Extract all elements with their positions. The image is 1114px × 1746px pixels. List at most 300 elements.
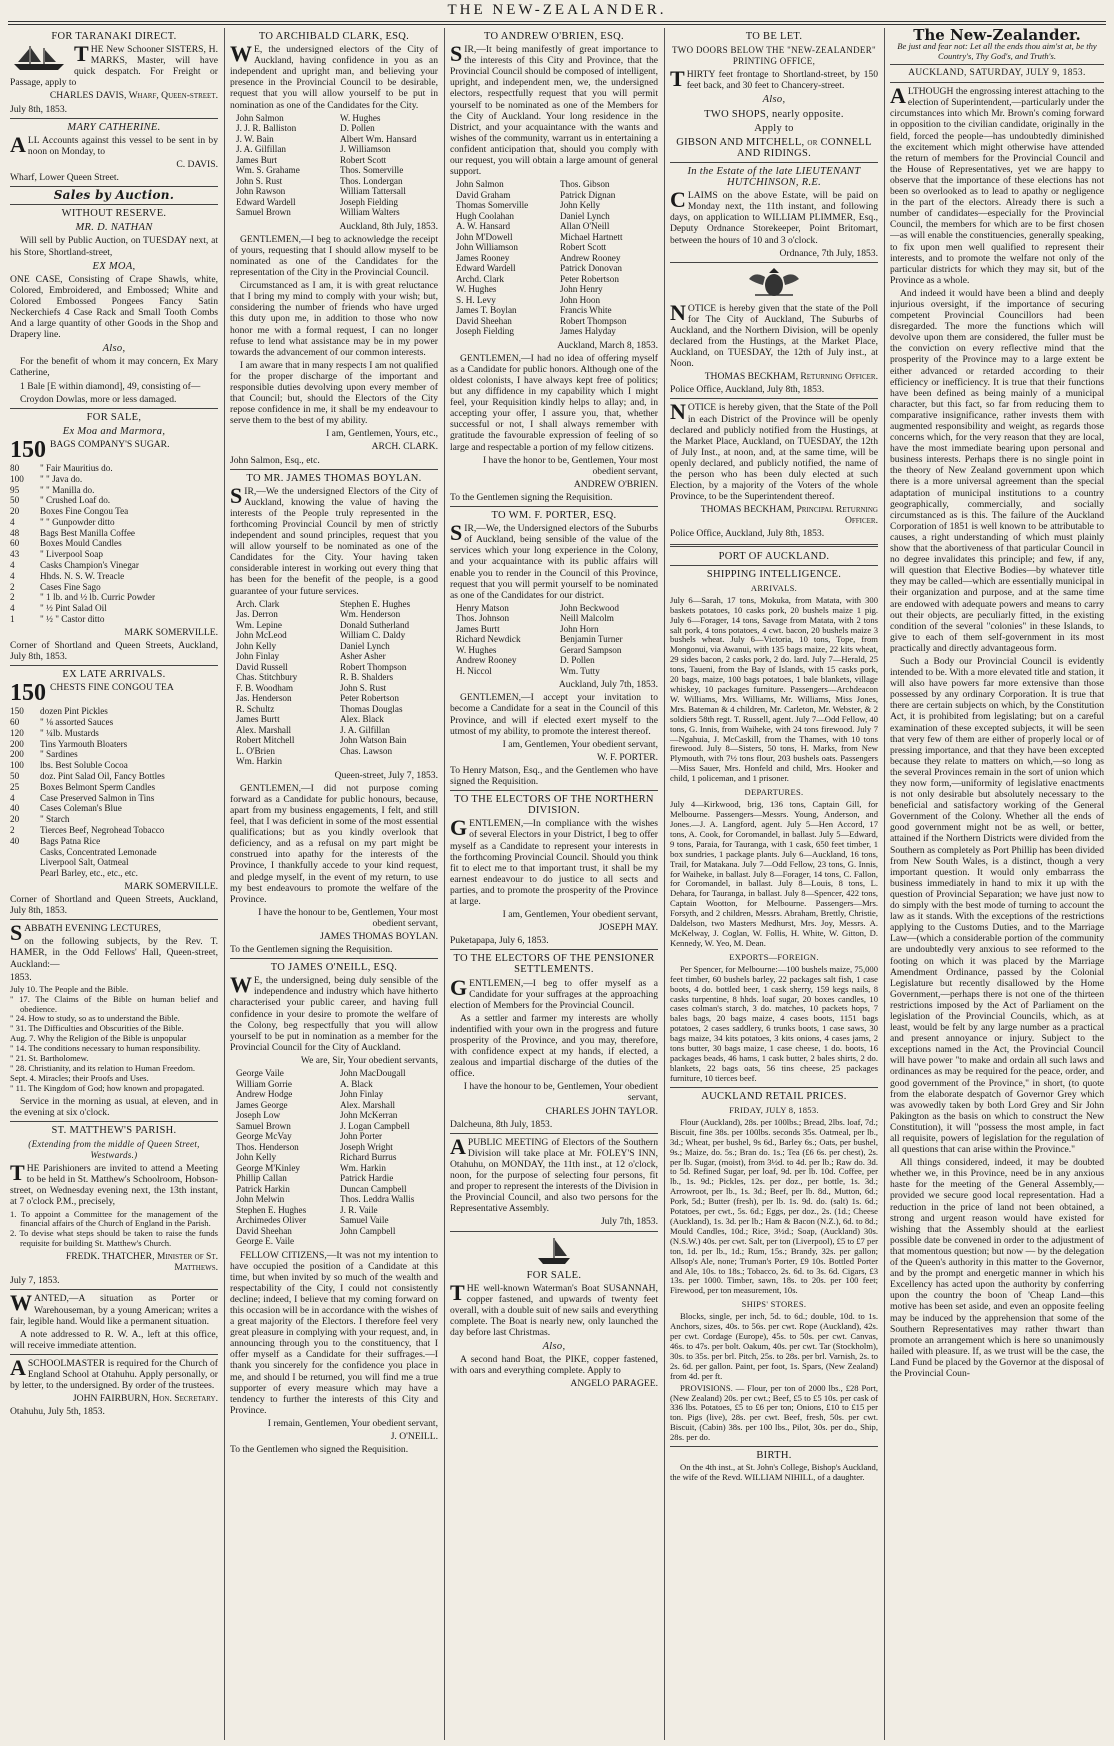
- item-description: Cases Fine Sago: [40, 581, 101, 592]
- signatory-name: [340, 1236, 438, 1247]
- oneill-signature: J. O'NEILL.: [390, 1431, 438, 1442]
- late-arrivals-heading: EX LATE ARRIVALS.: [62, 669, 166, 681]
- divider: [450, 790, 658, 791]
- item-description: Bags Patna Rice: [40, 835, 101, 846]
- signatory-name: Peter Robertson: [560, 273, 619, 284]
- signatory-name: Thos. Londergan: [340, 175, 403, 186]
- item-description: " Crushed Loaf do.: [40, 495, 111, 506]
- list-item: 1. To appoint a Committee for the management of the financial affairs of the Church of England in the Parish.: [10, 1208, 218, 1229]
- let-signature: GIBSON AND MITCHELL, or CONNELL AND RIDINGS.: [676, 136, 872, 159]
- signatory-name: Thos. Leddra Wallis: [340, 1194, 415, 1204]
- nathan-body: Will sell by Public Auction, on TUESDAY next, at his Store, Shortland-street,: [10, 235, 218, 258]
- item-quantity: 40: [10, 835, 20, 846]
- editorial-paragraph-2: And indeed it would have been a blind and deeply injurious oversight, if the importance of securing competent Provincial Councillors had been disregarded. The more the functions which will devolve upon them are considered, the fuller must be the conviction on every reflective mind that the prosperity of the Province may to a large extent be either advanced or retarded according to their efficiency or inefficiency. It is true that their functions have been defined as being mainly of a municipal character, but this fact, so far from reducing them to comparative insignificance, rather invests them with augmented responsibility and weight, as regards those concerns which, for the very reason that they are local, have the most immediate bearing upon personal and business interests. Perhaps there is no single point in the theory of New Zealand government upon which there is a more universal agreement than the special adaptation of municipal institutions to a country geographically, commercially, and socially circumstanced as is this. The failure of the Auckland Corporation of 1851 is well known to be attributable to causes, a right understanding of which must plainly show that the abortiveness of that particular Council in no degree invalidates this principle; and few, if any, will question that Elective Bodies—by whatever title they may be called—which are essentially municipal in their organization and purpose, and at the same time are endowed with adequate powers and means to carry out their objects, are peculiarly fitted, in the existing condition of the several "colonies" in these Islands, to give to each of them self-government in its most practically and directly advantageous form.: [890, 287, 1104, 654]
- porter-heading: TO WM. F. PORTER, ESQ.: [491, 510, 617, 522]
- column-divider: [444, 28, 445, 1740]
- matthew-subheading: (Extending from the middle of Queen Street, Westwards.): [28, 1138, 200, 1161]
- matthew-date: July 7, 1853.: [10, 1275, 60, 1287]
- signatory-name: John Finlay: [340, 1089, 384, 1099]
- taranaki-heading: FOR TARANAKI DIRECT.: [51, 31, 177, 42]
- signatory-name: Joseph Wright: [340, 1141, 393, 1152]
- list-item: [10, 793, 218, 804]
- item-description: " 1 lb. and ½ lb. Curric Powder: [40, 592, 156, 603]
- signatory-name: Jas. Henderson: [236, 693, 292, 704]
- item-quantity: 40: [10, 803, 20, 814]
- divider: [670, 565, 878, 566]
- divider: [10, 204, 218, 205]
- signatory-name: S. H. Levy: [456, 294, 496, 305]
- school-date: Otahuhu, July 5th, 1853.: [10, 1406, 105, 1418]
- signatory-name: Samuel Brown: [236, 1120, 291, 1131]
- meeting-date: July 7th, 1853.: [600, 1216, 658, 1228]
- departures-text: July 4—Kirkwood, brig, 136 tons, Captain Gill, for Melbourne. Passengers—Messrs. Young, Anderson, and Jones.—J. A. Langford, agent. July 5—Hen Accord, 17 tons, A. Cook, for Coromandel, in ballast. July 5—Edward, 9 tons, Paraia, for Tauranga, with 1 cask, 650 feet timber, 1 box sundries, 1 package plants. July 6—Auckland, 16 tons, Trail, for Matakana. July 7—Odd Fellow, 23 tons, G. Innis, for Waiheke, in ballast. July 8—Forager, 14 tons, C. Fallon, for Coromandel, in ballast. July 8—Louis, 8 tons, L. Dehara, for Tauranga, in ballast. July 8—Spencer, 422 tons, Captain Wootton, for Melbourne. Passengers—Mrs. Forsyth, and 2 children, Messrs. Abraham, Brettly, Christie, Daldelson, two Masters Medhurst, Mrs. Joy, Messrs. A. McKelway, J. Coglan, W. Follis, H. White, W. Gitton, D. Kennedy, W. Yeo, M. Dean.: [670, 799, 878, 948]
- list-item: " 28. Christianity, and its relation to Human Freedom.: [10, 1062, 196, 1073]
- item-description: Case Preserved Salmon in Tins: [40, 792, 155, 803]
- signatory-name: Archd. Clark: [456, 273, 504, 284]
- boylan-date: Queen-street, July 7, 1853.: [334, 769, 438, 781]
- notice-poll-province: NOTICE is hereby given, that the State of the Poll in each District of the Province will be openly declared and publicly notified from the Hustings, at the Market Place, Auckland, on TUESDAY, the 12th of July Inst., at noon, and, at the same time, will be openly declared, and publicly notified, the name of the person who has been duly elected at such Election, by a majority of the Voters of the whole Province, to be the Superintendent thereof.: [670, 399, 878, 503]
- list-item: " 31. The Difficulties and Obscurities of the Bible.: [10, 1023, 184, 1034]
- tea-number: 150: [10, 682, 46, 705]
- item-quantity: 200: [10, 738, 24, 749]
- signatory-name: Henry Matson: [456, 602, 509, 613]
- paper-title: The New-Zealander.: [913, 28, 1081, 44]
- editorial-paragraph-4: All things considered, indeed, it may be doubted whether we, in this Province, need be in any anxious haste for the meeting of the General Assembly,—provided we secure good local representation. Had a reduction in the price of land not been obtained, a strong and urgent reason would have existed for wishing that the Assembly should at the earliest possible date be convened in order to the adjustment of that momentous question; but now — by the delegation of the Queen's authority in this matter to the Governor, and by the prompt and energetic manner in which his Excellency has acted upon the authority by conferring upon the country the boon of 'Cheap Land—this motive has been set aside, and even an opposite feeling may be induced by the apprehension that some of the Southern Representatives may rather thwart than promote an arrangement which is here so unanimously hailed with pleasure. If, as we trust will be the case, the Land Fund be placed by the Governor at the disposal of the Provincial Coun-: [890, 1157, 1104, 1379]
- signatory-name: R. Schultz: [236, 703, 275, 714]
- divider: [10, 118, 218, 119]
- item-quantity: 50: [10, 771, 20, 782]
- signatory-name: Allan O'Neill: [560, 221, 610, 232]
- boylan-close: I have the honour to be, Gentlemen, Your most obedient servant,: [258, 906, 438, 929]
- royal-arms-icon: [743, 267, 805, 299]
- item-description: " ¼lb. Mustards: [40, 727, 99, 738]
- item-quantity: 20: [10, 506, 20, 517]
- signatory-name: Wm. Tutty: [560, 665, 600, 676]
- list-item: " 11. The Kingdom of God; how known and propagated.: [10, 1082, 205, 1093]
- signatory-name: Thomas Douglas: [340, 703, 403, 714]
- divider: [10, 665, 218, 666]
- sugar-heading: BAGS COMPANY'S SUGAR.: [50, 438, 170, 450]
- list-item: [10, 749, 218, 760]
- signatory-name: Joseph Fielding: [456, 326, 514, 337]
- signatory-name: Andrew Hodge: [236, 1089, 293, 1099]
- wanted-note: A note addressed to R. W. A., left at this office, will receive immediate attention.: [10, 1328, 218, 1351]
- prices-date: FRIDAY, JULY 8, 1853.: [729, 1104, 819, 1115]
- signatory-name: Richard Newdick: [456, 634, 521, 645]
- signatory-name: Jas. Derron: [236, 609, 278, 620]
- northern-body: GENTLEMEN,—In compliance with the wishes of several Electors in your District, I beg to offer myself as a Candidate to represent your interests in the forthcoming Provincial Council. Should you think fit to elect me to that important trust, it shall be my earnest endeavour to do justice to all sects and parties, and to promote the prosperity of the Province at large.: [450, 815, 658, 907]
- column-4: [670, 28, 878, 1740]
- list-item: Sept. 4. Miracles; their Proofs and Uses.: [10, 1072, 149, 1083]
- obrien-body: SIR,—It being manifestly of great importance to the interests of this City and Province, that the Provincial Council should be composed of intelligent, upright, and independent men, we, the undersigned electors, respectfully request that you will permit yourself to be nominated as one of the Members for the City of Auckland. Your long residence in the District, and your acquaintance with the wants and wishes of the community, warrant us in entertaining a confident anticipation that, should you comply with our request, you will obtain a large amount of general support.: [450, 41, 658, 178]
- signatory-name: Wm. Henderson: [340, 609, 401, 620]
- item-description: " ⅛ assorted Sauces: [40, 717, 114, 728]
- column-5: [890, 28, 1104, 1740]
- porter-signatories: [450, 603, 658, 677]
- divider: [10, 1289, 218, 1290]
- signatory-name: John S. Rust: [236, 175, 283, 186]
- column-2: [230, 28, 438, 1740]
- divider: [670, 544, 878, 547]
- divider: [10, 1121, 218, 1122]
- signatory-name: James Burtt: [236, 714, 280, 725]
- signatory-name: A. Black: [340, 1078, 373, 1089]
- item-description: Casks, Concentrated Lemonade: [40, 846, 157, 857]
- taranaki-body: THE New Schooner SISTERS, H. MARKS, Master, will have quick despatch. For Freight or Passage, apply to: [10, 41, 218, 89]
- signatory-name: Wm. Harkin: [236, 756, 282, 767]
- signatory-name: Wm. S. Grahame: [236, 165, 300, 176]
- prices-heading: AUCKLAND RETAIL PRICES.: [701, 1090, 847, 1102]
- signatory-name: Thos. Somerville: [340, 165, 404, 176]
- motto: Be just and fear not: Let all the ends thou aim'st at, be thy Country's, Thy God's, and Truth's.: [897, 41, 1097, 62]
- divider: [230, 958, 438, 959]
- clark-close: I am, Gentlemen, Yours, etc.,: [326, 428, 438, 440]
- signatory-name: Francis White: [560, 305, 612, 316]
- clark-reply: GENTLEMEN,—I beg to acknowledge the receipt of yours, requesting that I should allow myself to be nominated as one of the Candidates for the representation of the City in the Provincial Council.: [230, 233, 438, 279]
- signatory-name: Robert Mitchell: [236, 735, 295, 746]
- item-description: Cases Coleman's Blue: [40, 803, 122, 814]
- item-quantity: 2: [10, 592, 15, 603]
- signatory-name: William Tattersall: [340, 186, 406, 197]
- let-subheading: TWO DOORS BELOW THE "NEW-ZEALANDER" PRINTING OFFICE,: [672, 45, 876, 67]
- obrien-addressee: To the Gentlemen signing the Requisition.: [450, 491, 613, 503]
- list-item: " 14. The conditions necessary to human responsibility.: [10, 1043, 201, 1054]
- item-description: lbs. Best Soluble Cocoa: [40, 760, 128, 771]
- item-description: Pearl Barley, etc., etc., etc.: [40, 868, 138, 879]
- signatory-name: George M'Kinley: [236, 1162, 300, 1173]
- signatory-name: Daniel Lynch: [560, 210, 610, 221]
- mary-heading: MARY CATHERINE.: [67, 121, 161, 133]
- somerville-signature-2: MARK SOMERVILLE.: [124, 880, 218, 892]
- item-quantity: 25: [10, 781, 20, 792]
- item-description: Casks Champion's Vinegar: [40, 560, 139, 571]
- list-item: [10, 592, 218, 603]
- item-quantity: 100: [10, 473, 24, 484]
- northern-heading: TO THE ELECTORS OF THE NORTHERN DIVISION.: [454, 794, 654, 817]
- column-1: [10, 28, 218, 1740]
- signatory-name: Thomas Somerville: [456, 200, 529, 211]
- signatory-name: John Rawson: [236, 186, 286, 197]
- stores-text: Blocks, single, per inch, 5d. to 6d.; double, 10d. to 1s. Anchors, sizes, 40s. to 56s. per cwt. Rope (Auckland), 42s. per cwt. Cordage (Europe), 45s. to 50s. per cwt. Canvas, 46s. to 47s. per bolt. Oakum, 40s. per cwt. Tar (Stockholm), 30s. to 35s. per brl. Pitch, 25s. to 28s. per brl. Varnish, 2s. to 2s. 6d. per gallon. Paint, per foot, 1s. Spars, (New Zealand) from 4d. per ft.: [670, 1311, 878, 1381]
- divider: [670, 162, 878, 163]
- stores-heading: SHIPS' STORES.: [741, 1299, 807, 1310]
- list-item: [10, 706, 218, 717]
- signatory-name: George McVay: [236, 1131, 292, 1141]
- signatory-name: Edward Wardell: [236, 196, 296, 207]
- notice-poll-place: Police Office, Auckland, July 8th, 1853.: [670, 384, 825, 396]
- signatory-name: Chas. Stitchbury: [236, 672, 298, 683]
- item-description: Boxes Fine Congou Tea: [40, 506, 129, 517]
- item-description: " Liverpool Soap: [40, 549, 103, 560]
- item-description: " ½ Pint Salad Oil: [40, 603, 107, 614]
- item-description: Hhds. N. S. W. Treacle: [40, 570, 125, 581]
- clark-addressee: John Salmon, Esq., etc.: [230, 454, 320, 466]
- divider: [670, 262, 878, 263]
- matthew-list: [10, 1210, 218, 1250]
- porter-body: SIR,—We, the Undersigned electors of the Suburbs of Auckland, being sensible of the value of the services which your long experience in the Colony, and your acquaintance with its public affairs will enable you to render in the Council of this Province, request that you will permit yourself to be nominated as one of the Candidates for our district.: [450, 520, 658, 601]
- somerville-signature: MARK SOMERVILLE.: [124, 626, 218, 638]
- signatory-name: James Rooney: [456, 252, 510, 263]
- item-quantity: 2: [10, 581, 15, 592]
- signatory-name: Robert Thompson: [340, 661, 407, 672]
- item-quantity: 4: [10, 560, 15, 571]
- school-body: ASCHOOLMASTER is required for the Church of England School at Otahuhu. Apply personally, or by letter, to the undersigned. By order of the trustees.: [10, 1354, 218, 1392]
- signatory-name: Neill Malcolm: [560, 613, 614, 624]
- sabbath-body: on the following subjects, by the Rev. T. HAMER, in the Odd Fellows' Hall, Queen-street, Auckland:—: [10, 936, 218, 970]
- signatory-name: Alex. Black: [340, 714, 384, 725]
- matthew-signature: FREDK. THATCHER, Minister of St. Matthews.: [65, 1251, 218, 1274]
- sabbath-heading: SABBATH EVENING LECTURES,: [10, 920, 161, 946]
- signatory-name: John McLeod: [236, 630, 287, 641]
- port-heading: PORT OF AUCKLAND.: [718, 550, 830, 562]
- meeting-body: APUBLIC MEETING of Electors of the Southern Division will take place at Mr. FOLEY'S INN, Otahuhu, on MONDAY, the 11th inst., at 12 o'clock, noon, for the purpose of selecting four persons, fit and proper to represent the interests of the Division in the Provincial Council, and also two persons for the Representative Assembly.: [450, 1133, 658, 1215]
- clark-reply-3: I am aware that in many respects I am not qualified for the proper discharge of the important and responsible duties devolving upon every member of that Council; but, should the Electors of the City repose confidence in me, it shall be my endeavour to serve them to the best of my ability.: [230, 359, 438, 427]
- signatory-name: John McKerran: [340, 1110, 398, 1120]
- list-item: " 17. The Claims of the Bible on human belief and obedience.: [10, 993, 218, 1014]
- sugar-number: 150: [10, 438, 46, 461]
- item-quantity: [10, 847, 40, 858]
- northern-signature: JOSEPH MAY.: [598, 922, 658, 934]
- divider: [230, 469, 438, 470]
- list-item: [10, 517, 218, 528]
- let-apply: Apply to: [754, 122, 794, 134]
- case-body: ONE CASE, Consisting of Crape Shawls, white, Colored, Embroidered, and Embossed; White and Colored Embossed Pongees Fancy Satin Neckerchiefs 4 Case Rack and Small Tooth Combs And a large quantity of other Goods in the Shop and Drapery line.: [10, 273, 218, 341]
- item-description: Liverpool Salt, Oatmeal: [40, 857, 129, 868]
- obrien-signatories: [450, 179, 658, 337]
- signatory-name: Joseph Low: [236, 1110, 281, 1120]
- signatory-name: William Walters: [340, 207, 400, 218]
- signatory-name: J. Williamson: [340, 144, 391, 155]
- lecture-list: [10, 985, 218, 1094]
- item-quantity: 95: [10, 484, 20, 495]
- notice-poll-signature: THOMAS BECKHAM, Returning Officer.: [704, 371, 878, 383]
- boat-icon: [534, 1236, 574, 1266]
- signatory-name: Archimedes Oliver: [236, 1215, 307, 1225]
- obrien-close: I have the honor to be, Gentlemen, Your most obedient servant,: [482, 454, 658, 477]
- let-body: THIRTY feet frontage to Shortland-street, by 150 feet back, and 30 feet to Chancery-street.: [670, 66, 878, 92]
- obrien-reply: GENTLEMEN,—I had no idea of offering myself as a Candidate for public honors. Although one of the oldest colonists, I have always kept free of politics; but any diffidence in my capability which I might feel, your Requisition kindly helps to allay; and, in accepting your offer, I assure you, that, whether successful or not, I shall always remember with gratitude the favourable expression of feeling of so large and respectable a portion of my fellow citizens.: [450, 352, 658, 453]
- signatory-name: W. Hughes: [456, 644, 497, 655]
- let-heading: TO BE LET.: [745, 31, 803, 42]
- list-item: [10, 868, 218, 879]
- signatory-name: Daniel Lynch: [340, 640, 390, 651]
- signatory-name: Michael Hartnett: [560, 231, 623, 242]
- somerville-address: Corner of Shortland and Queen Streets, Auckland, July 8th, 1853.: [10, 639, 218, 663]
- oneill-addressee: To the Gentlemen who signed the Requisition.: [230, 1444, 409, 1456]
- shipping-heading: SHIPPING INTELLIGENCE.: [706, 568, 842, 580]
- signatory-name: Samuel Vaile: [340, 1215, 389, 1225]
- item-description: Bags Best Manilla Coffee: [40, 527, 136, 538]
- signatory-name: Samuel Brown: [236, 207, 291, 218]
- item-description: Tierces Beef, Negrohead Tobacco: [40, 825, 165, 835]
- list-item: [10, 728, 218, 739]
- signatory-name: Thos. Johnson: [456, 613, 510, 624]
- signatory-name: William C. Daldy: [340, 630, 406, 641]
- porter-addressee: To Henry Matson, Esq., and the Gentlemen who have signed the Requisition.: [450, 764, 658, 788]
- list-item: [10, 582, 218, 593]
- oneill-signatories: [230, 1068, 438, 1247]
- signatory-name: John Kelly: [236, 1152, 277, 1162]
- list-item: [10, 717, 218, 728]
- ex-moa: EX MOA,: [92, 260, 136, 272]
- item-description: " " Java do.: [40, 473, 83, 484]
- pensioner-body-2: As a settler and farmer my interests are wholly indentified with your own in the progress and future prosperity of the Province, and you may, therefore, with confidence expect at my hands, if elected, a zealous and impartial discharge of the duties of the office.: [450, 1012, 658, 1080]
- signatory-name: J. J. R. Balliston: [236, 123, 297, 134]
- signatory-name: L. O'Brien: [236, 745, 275, 756]
- signatory-name: [340, 756, 438, 767]
- signatory-name: D. Pollen: [340, 123, 375, 134]
- signatory-name: George Vaile: [236, 1068, 284, 1078]
- signatory-name: David Graham: [456, 189, 511, 200]
- notice-poll-city: NOTICE is hereby given that the state of the Poll for The City of Auckland, The Suburbs of Auckland, and the Northern Division, will be openly declared from the Hustings, at the Market Place, Auckland, on TUESDAY, the 12th of July inst., at Noon.: [670, 299, 878, 370]
- list-item: [10, 560, 218, 571]
- item-quantity: 20: [10, 814, 20, 825]
- signatory-name: David Sheehan: [236, 1225, 292, 1236]
- porter-close: I am, Gentlemen, Your obedient servant,: [502, 738, 658, 750]
- divider: [10, 1354, 218, 1355]
- signatory-name: John Melwin: [236, 1194, 285, 1204]
- sugar-list: [10, 463, 218, 625]
- clark-date: Auckland, 8th July, 1853.: [339, 220, 438, 232]
- divider: [10, 186, 218, 187]
- exports-heading: EXPORTS—FOREIGN.: [729, 951, 819, 962]
- birth-text: On the 4th inst., at St. John's College, Bishop's Auckland, the wife of the Revd. WILLIAM NIHILL, of a daughter.: [670, 1462, 878, 1483]
- arrivals-text: July 6—Sarah, 17 tons, Mokuka, from Matata, with 300 baskets potatoes, 10 casks pork, 20 bushels maize 1 pig. July 6—Forager, 14 tons, Savage from Matata, with 2 tons salt pork, 4 tons potatoes, 4 cwt. bacon, 20 bushels maize 3 bushels wheat. July 6—Victoria, 10 tons, Tope, from Mongonui, via Awanui, with 135 bags maize, 22 kits wheat, 29 sides bacon, 2 casks pork, 2 do. lard. July 7—Herald, 25 tons, Taueni, from the Bay of Islands, with 15 casks pork, 20 bags, maize, 100 bags potatoes, 1 bale blankets, village whiskey, 10 packages furniture. Passengers—Archdeacon W. Williams, Mrs. Williams, Mr. Williams, Miss Jones, Mrs. Bateman & 4 children, Mr. Carleton, Mr. Webster, & 2 soldiers 58th regt. T. Russell, agent. July 7—Odd Fellow, 40 tons, G. Innis, from Waiheke, with 24 tons firewood. July 7—Ngahuia, J. McCaskill, from the Thames, with 10 tons firewood. July 8—Sisters, 50 tons, H. Marks, from New Plymouth, with 7½ tons flour, 203 bushels oats. Passengers—Miss Sauer, Mrs. Honfeld and child, Mrs. Hooker and child, 1 policeman, and 1 prisoner.: [670, 594, 878, 784]
- list-item: [10, 814, 218, 825]
- oneill-close-2: I remain, Gentlemen, Your obedient servant,: [267, 1417, 438, 1429]
- signatory-name: James Burt: [236, 154, 278, 165]
- item-quantity: [10, 857, 40, 868]
- oneill-close: We are, Sir, Your obedient servants,: [300, 1054, 438, 1066]
- matthew-body: THE Parishioners are invited to attend a Meeting to be held in St. Matthew's Schoolroom, Hobson-street, on Wednesday evening next, the 13th instant, at 7 o'clock P.M., precisely,: [10, 1160, 218, 1208]
- column-divider: [664, 28, 665, 1740]
- signatory-name: Patrick Donovan: [560, 263, 623, 274]
- porter-reply: GENTLEMEN,—I accept your invitation to become a Candidate for a seat in the Council of this Province, and will if elected exert myself to the utmost of my ability, to promote the interest thereof.: [450, 692, 658, 737]
- mary-signature: C. DAVIS.: [176, 158, 218, 170]
- divider: [890, 64, 1104, 65]
- item-quantity: 60: [10, 717, 20, 728]
- signatory-name: John Finlay: [236, 651, 280, 662]
- signatory-name: John Henry: [560, 284, 603, 295]
- signatory-name: Hugh Coolahan: [456, 210, 514, 221]
- divider: [450, 1231, 658, 1232]
- divider: [450, 1133, 658, 1134]
- oneill-body: WE, the undersigned, being duly sensible of the independence and industry which have hitherto characterised your public career, and having full confidence in your desire to promote the welfare of the Colony, beg respectfully that you will allow yourself to be put in nomination as a member for the Provincial Council for the City of Auckland.: [230, 972, 438, 1053]
- porter-date: Auckland, July 7th, 1853.: [558, 679, 658, 691]
- item-quantity: 80: [10, 462, 20, 473]
- item-description: " Fair Mauritius do.: [40, 462, 113, 473]
- item-quantity: 200: [10, 749, 24, 760]
- signatory-name: John Horn: [560, 623, 599, 634]
- divider: [450, 949, 658, 950]
- northern-date: Puketapapa, July 6, 1853.: [450, 935, 549, 947]
- item-quantity: 4: [10, 570, 15, 581]
- signatory-name: John Kelly: [236, 640, 277, 651]
- sabbath-year: 1853.: [10, 971, 32, 983]
- bale-text: 1 Bale [E within diamond], 49, consisting of—: [20, 380, 201, 392]
- ex-moa-marmora: Ex Moa and Marmora,: [62, 425, 166, 437]
- item-quantity: 120: [10, 727, 24, 738]
- signatory-name: D. Pollen: [560, 655, 595, 666]
- signatory-name: F. B. Woodham: [236, 682, 294, 693]
- masthead: THE NEW-ZEALANDER.: [447, 2, 667, 18]
- item-quantity: 2: [10, 825, 15, 835]
- list-item: " 24. How to study, so as to understand the Bible.: [10, 1013, 180, 1024]
- list-item: [10, 538, 218, 549]
- item-quantity: 48: [10, 527, 20, 538]
- estate-date: Ordnance, 7th July, 1853.: [779, 247, 878, 259]
- signatory-name: Benjamin Turner: [560, 634, 623, 645]
- list-item: [10, 463, 218, 474]
- column-3: [450, 28, 658, 1740]
- signatory-name: Robert Scott: [340, 154, 387, 165]
- signatory-name: Patrick Hardie: [340, 1173, 394, 1183]
- let-shops: TWO SHOPS, nearly opposite.: [704, 108, 844, 120]
- list-item: " 21. St. Bartholomew.: [10, 1053, 89, 1064]
- signatory-name: Peter Robertson: [340, 693, 399, 704]
- prices-text: Flour (Auckland), 28s. per 100lbs.; Bread, 2lbs. loaf, 7d.; Biscuit, fine 38s. per 100lbs. seconds 35s. Oatmeal, per lb., 3d.; Wheat, per bushel, 9s 6d., Barley 6s.; Oats, per bushel, 9s.; Maize, do. 5s.; Bran do. 1s.; Tea (£6 6s. per chest), 2s. per lb. Sugar, (moist), from 3½d. to 4d. per lb.; Raw do. 3d. to 5d. Refined Sugar, per loaf, 9d. per lb. 10d. Coffee, per lb., 1s. 9d.; Pickles, 12s. per doz., per bottle, 1s. 3d.; Arrowroot, per lb., 1s. 3d.; Beef, per lb. 8d., Mutton, 6d.; Pork, 5d.; Butter (fresh), per lb. 1s. 9d. do. (salt) 1s. 6d.; Potatoes, per cwt., 5s. 6d.; Eggs, per doz., 2s. (1d.; Cheese (Auckland), 1s. 3d. per lb.; Ham & Bacon (N.Z.), 6d. to 8d.; Mould Candles, 10d.; Rice, 3½d.; Soap, (Auckland) 30s. (N.S.W.) 40s. per cwt. Salt, per ton (Liverpool), £5 to £7 per ton, 1d. per lb., 1d.; Rum, 15s.; Brandy, 32s. per gallon; Allsop's Ale, none; Truman's Porter, £9 10s. Bottled Porter and Ale, 10s. to 18s.; Tobacco, 2s. 6d. to 3s. 6d. Cigars, £3 13s. per 1000. Timber, sawn, 18s. to 20s. per 100 feet; Firewood, per ton measurement, 10s.: [670, 1116, 878, 1296]
- signatory-name: John Salmon: [456, 179, 504, 190]
- signatory-name: John S. Rust: [340, 682, 387, 693]
- boat-signature: ANGELO PARAGEE.: [570, 1378, 658, 1390]
- pensioner-close: I have the honour to be, Gentlemen, Your obedient servant,: [463, 1081, 658, 1104]
- boat-body-2: A second hand Boat, the PIKE, copper fastened, with oars and everything complete. Apply to: [450, 1354, 658, 1377]
- item-description: Boxes Belmont Sperm Candles: [40, 781, 156, 792]
- sales-heading: Sales by Auction.: [53, 188, 175, 203]
- list-item: [10, 571, 218, 582]
- boat-body: THE well-known Waterman's Boat SUSANNAH, copper fastened, and upwards of twenty feet overall, with a double suit of new sails and everything complete. The Boat is nearly new, only launched the day before last Christmas.: [450, 1279, 658, 1338]
- item-quantity: 4: [10, 516, 15, 527]
- item-description: " " Gunpowder ditto: [40, 516, 115, 527]
- signatory-name: Thos. Gibson: [560, 179, 610, 190]
- ship-icon: [10, 44, 70, 72]
- signatory-name: J. A. Gilfillan: [236, 144, 287, 155]
- boylan-body: SIR,—We the undersigned Electors of the City of Auckland, knowing the value of having the interests of the People truly represented in the forthcoming Provincial Council by men of strictly independent and sound principles, request that you will allow yourself to be nominated as one of the Candidates for the City. Your having taken considerable interest in working out every thing that has been for the benefit of the people, is a good guarantee of your future services.: [230, 482, 438, 597]
- masthead-rule-2: [8, 24, 1106, 25]
- signatory-name: John Watson Bain: [340, 735, 407, 746]
- signatory-name: John MacDougall: [340, 1068, 406, 1078]
- list-item: [10, 771, 218, 782]
- obrien-date: Auckland, March 8, 1853.: [557, 339, 658, 351]
- also-label: Also,: [102, 343, 126, 355]
- item-quantity: [10, 868, 40, 879]
- benefit-text: For the benefit of whom it may concern, Ex Mary Catherine,: [10, 356, 218, 379]
- signatory-name: Duncan Campbell: [340, 1183, 407, 1194]
- let-also: Also,: [762, 94, 786, 106]
- signatory-name: James Burtt: [456, 623, 500, 634]
- signatory-name: J. R. Vaile: [340, 1204, 378, 1215]
- item-description: " ½ " Castor ditto: [40, 614, 105, 625]
- list-item: [10, 803, 218, 814]
- departures-heading: DEPARTURES.: [744, 787, 804, 798]
- list-item: [10, 836, 218, 847]
- divider: [10, 919, 218, 920]
- divider: [890, 82, 1104, 83]
- exports-text: Per Spencer, for Melbourne:—100 bushels maize, 75,000 feet timber, 60 bushels barley, 22 packages salt fish, 1 case boots, 4 do. bottled beer, 1 cask sherry, 159 kegs nails, 8 casks turpentine, 8 hhds. loaf sugar, 20 boxes candles, 10 cases colman's starch, 3 do. matches, 10 packets hops, 7 bales bags, 20 bags maize, 4 cases boots, 1151 bags potatoes, 2 cases saddlery, 6 trunks boots, 1 case saws, 30 bags maize, 34 kits potatoes, 3 kits onions, 4 cases jams, 2 tons butter, 30 bags maize, 1 case cheese, 1 do. boots, 16 packages beads, 46 hams, 1 cask butter, 2 bales shirts, 2 do. blankets, 22 bags oats, 56 tins cheese, 25 packages furniture, 10 tierces beef.: [670, 963, 878, 1083]
- obrien-heading: TO ANDREW O'BRIEN, ESQ.: [484, 31, 624, 42]
- signatory-name: James T. Boylan: [456, 305, 517, 316]
- list-item: [10, 739, 218, 750]
- signatory-name: David Russell: [236, 661, 288, 672]
- list-item: [10, 528, 218, 539]
- signatory-name: James Halyday: [560, 326, 616, 337]
- boylan-heading: TO MR. JAMES THOMAS BOYLAN.: [246, 472, 422, 484]
- signatory-name: Alex. Marshall: [236, 724, 292, 735]
- item-quantity: 4: [10, 603, 15, 614]
- signatory-name: Andrew Rooney: [456, 655, 517, 666]
- oneill-reply: FELLOW CITIZENS,—It was not my intention to have occupied the position of a Candidate at this time, but when invited by so much of the wealth and respectability of the City, I could not consistently decline; indeed, I believe that my coming forward on this occasion will be in accordance with the wishes of a great majority of the Electors. I therefore feel very great pleasure in complying with your request, and, in announcing through you to the constituency, that I offer myself as a Candidate for their suffrages.—I thank you sincerely for the confidence you place in me, and should I be returned, you will find me a true supporter of every measure which may have a tendency to further the interests of this City and Province.: [230, 1249, 438, 1416]
- item-quantity: 50: [10, 495, 20, 506]
